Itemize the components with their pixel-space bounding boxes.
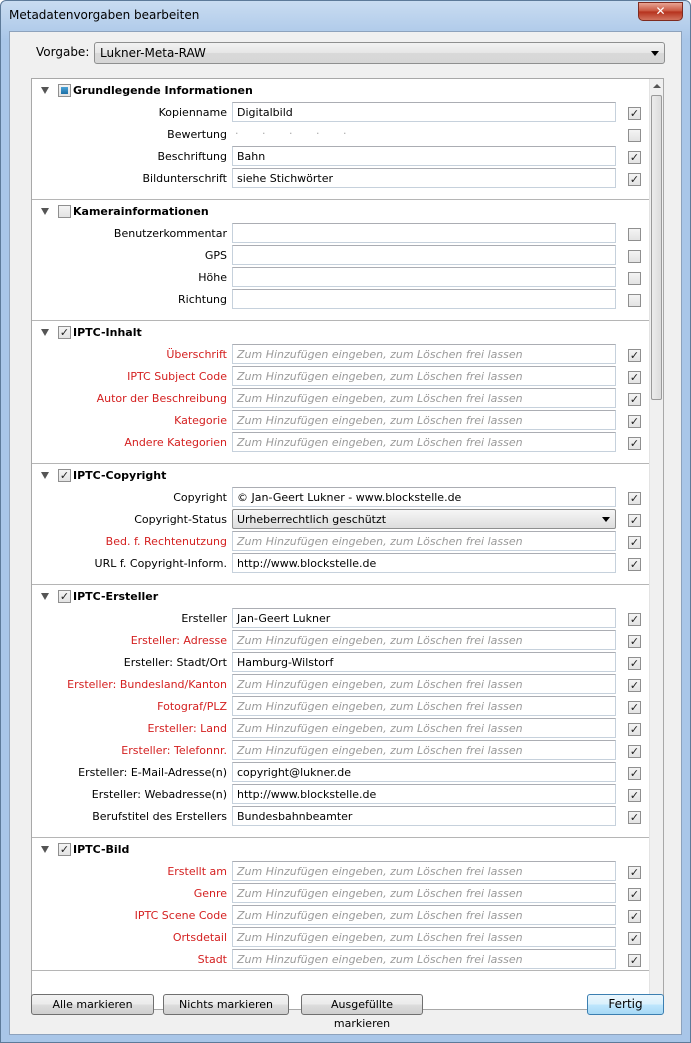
section-camera-info [32, 200, 649, 321]
field-row [32, 629, 649, 651]
field-checkbox[interactable] [628, 129, 641, 142]
field-row [32, 288, 649, 310]
field-label: Überschrift [166, 348, 227, 361]
field-row [32, 101, 649, 123]
field-label: Copyright-Status [134, 513, 227, 526]
field-checkbox[interactable]: ✓ [629, 349, 640, 362]
field-label: IPTC Subject Code [127, 370, 227, 383]
chevron-down-icon [602, 517, 610, 522]
field-checkbox[interactable]: ✓ [629, 657, 640, 670]
copyright-status-select[interactable] [232, 509, 616, 529]
field-row [32, 431, 649, 453]
field-input[interactable]: siehe Stichwörter [232, 168, 616, 188]
field-checkbox[interactable]: ✓ [629, 701, 640, 714]
field-checkbox[interactable]: ✓ [629, 811, 640, 824]
field-checkbox[interactable]: ✓ [629, 866, 640, 879]
section-iptc-copyright [32, 464, 649, 585]
field-checkbox[interactable]: ✓ [629, 767, 640, 780]
field-checkbox[interactable]: ✓ [629, 173, 640, 186]
field-input[interactable]: Zum Hinzufügen eingeben, zum Löschen frei lassen [232, 531, 616, 551]
preset-label: Vorgabe: [36, 45, 90, 59]
field-checkbox[interactable]: ✓ [629, 635, 640, 648]
field-label: Kategorie [174, 414, 227, 427]
scroll-up-icon[interactable] [653, 84, 661, 88]
field-row [32, 123, 649, 145]
close-button[interactable] [638, 2, 683, 21]
section-iptc-image [32, 838, 649, 971]
field-checkbox[interactable]: ✓ [629, 613, 640, 626]
chevron-down-icon [651, 51, 659, 56]
field-label: Bed. f. Rechtenutzung [105, 535, 227, 548]
section-basic-info [32, 79, 649, 200]
metadata-panel [31, 78, 664, 1010]
section-checkbox[interactable] [58, 205, 71, 218]
field-label: Ersteller: Adresse [130, 634, 227, 647]
field-checkbox[interactable]: ✓ [629, 910, 640, 923]
vertical-scrollbar[interactable] [649, 79, 663, 1009]
field-input[interactable]: Zum Hinzufügen eingeben, zum Löschen frei lassen [232, 366, 616, 386]
field-checkbox[interactable] [628, 228, 641, 241]
field-input[interactable]: Zum Hinzufügen eingeben, zum Löschen frei lassen [232, 718, 616, 738]
field-row [32, 926, 649, 948]
field-input[interactable]: Zum Hinzufügen eingeben, zum Löschen frei lassen [232, 949, 616, 969]
collapse-triangle-icon[interactable] [41, 329, 49, 336]
field-label: Autor der Beschreibung [96, 392, 227, 405]
section-checkbox[interactable] [58, 84, 71, 97]
field-label: Ersteller: Telefonnr. [121, 744, 227, 757]
field-label: Bewertung [167, 128, 227, 141]
field-label: Ersteller: Webadresse(n) [91, 788, 227, 801]
field-row [32, 805, 649, 827]
preset-value: Lukner-Meta-RAW [100, 46, 206, 60]
field-row [32, 244, 649, 266]
window-title: Metadatenvorgaben bearbeiten [9, 8, 200, 22]
field-input[interactable]: Zum Hinzufügen eingeben, zum Löschen frei lassen [232, 344, 616, 364]
field-checkbox[interactable] [628, 294, 641, 307]
field-checkbox[interactable]: ✓ [629, 371, 640, 384]
field-row [32, 365, 649, 387]
section-header[interactable] [32, 838, 649, 860]
field-checkbox[interactable] [628, 272, 641, 285]
field-row [32, 486, 649, 508]
field-label: Ersteller: E-Mail-Adresse(n) [78, 766, 227, 779]
field-label: IPTC Scene Code [134, 909, 227, 922]
section-checkbox[interactable]: ✓ [59, 469, 70, 482]
field-row [32, 673, 649, 695]
field-row [32, 695, 649, 717]
field-input[interactable]: Zum Hinzufügen eingeben, zum Löschen frei lassen [232, 630, 616, 650]
dialog-body [9, 31, 682, 1035]
collapse-triangle-icon[interactable] [41, 472, 49, 479]
field-row [32, 607, 649, 629]
field-row [32, 508, 649, 530]
field-input[interactable]: Jan-Geert Lukner [232, 608, 616, 628]
section-header[interactable] [32, 200, 649, 222]
field-input[interactable]: Zum Hinzufügen eingeben, zum Löschen frei lassen [232, 388, 616, 408]
section-header[interactable] [32, 585, 649, 607]
rating-stars[interactable]: · · · · · [235, 127, 357, 140]
field-row [32, 387, 649, 409]
field-row [32, 145, 649, 167]
field-label: Copyright [173, 491, 227, 504]
metadata-scroll-area[interactable] [32, 79, 649, 1009]
field-checkbox[interactable] [628, 250, 641, 263]
field-label: Fotograf/PLZ [157, 700, 227, 713]
scrollbar-thumb[interactable] [651, 95, 662, 400]
field-checkbox[interactable]: ✓ [629, 536, 640, 549]
field-input[interactable]: Zum Hinzufügen eingeben, zum Löschen frei lassen [232, 740, 616, 760]
field-input[interactable]: Zum Hinzufügen eingeben, zum Löschen frei lassen [232, 905, 616, 925]
field-checkbox[interactable]: ✓ [629, 789, 640, 802]
field-label: URL f. Copyright-Inform. [94, 557, 227, 570]
field-row [32, 651, 649, 673]
field-label: Richtung [178, 293, 227, 306]
field-input[interactable]: © Jan-Geert Lukner - www.blockstelle.de [232, 487, 616, 507]
field-input[interactable]: Bundesbahnbeamter [232, 806, 616, 826]
field-input[interactable]: Zum Hinzufügen eingeben, zum Löschen frei lassen [232, 410, 616, 430]
field-checkbox[interactable]: ✓ [629, 954, 640, 967]
field-checkbox[interactable]: ✓ [629, 723, 640, 736]
field-input[interactable]: Digitalbild [232, 102, 616, 122]
mark-none-button[interactable]: Nichts markieren [163, 994, 289, 1015]
section-title: IPTC-Copyright [73, 469, 167, 482]
field-checkbox[interactable]: ✓ [629, 679, 640, 692]
section-checkbox[interactable]: ✓ [59, 326, 70, 339]
collapse-triangle-icon[interactable] [41, 87, 49, 94]
field-label: Beschriftung [157, 150, 227, 163]
preset-select[interactable] [94, 42, 665, 64]
field-label: Benutzerkommentar [113, 227, 227, 240]
field-row [32, 761, 649, 783]
section-iptc-creator [32, 585, 649, 838]
section-title: IPTC-Inhalt [73, 326, 142, 339]
field-checkbox[interactable]: ✓ [629, 437, 640, 450]
mark-all-button[interactable]: Alle markieren [31, 994, 154, 1015]
field-checkbox[interactable]: ✓ [629, 415, 640, 428]
field-row [32, 530, 649, 552]
field-input[interactable] [232, 223, 616, 243]
field-row [32, 266, 649, 288]
field-label: Höhe [198, 271, 227, 284]
field-checkbox[interactable]: ✓ [629, 888, 640, 901]
collapse-triangle-icon[interactable] [41, 846, 49, 853]
field-input[interactable]: Zum Hinzufügen eingeben, zum Löschen frei lassen [232, 861, 616, 881]
field-input[interactable]: Hamburg-Wilstorf [232, 652, 616, 672]
field-input[interactable]: Zum Hinzufügen eingeben, zum Löschen frei lassen [232, 696, 616, 716]
field-checkbox[interactable]: ✓ [629, 107, 640, 120]
field-input[interactable]: http://www.blockstelle.de [232, 784, 616, 804]
field-label: Ersteller: Stadt/Ort [123, 656, 227, 669]
field-row [32, 167, 649, 189]
field-input[interactable] [232, 245, 616, 265]
section-title: IPTC-Bild [73, 843, 130, 856]
field-checkbox[interactable]: ✓ [629, 492, 640, 505]
field-input[interactable]: Zum Hinzufügen eingeben, zum Löschen frei lassen [232, 432, 616, 452]
collapse-triangle-icon[interactable] [41, 208, 49, 215]
section-checkbox[interactable]: ✓ [59, 590, 70, 603]
field-label: Ersteller: Land [147, 722, 227, 735]
field-input[interactable]: Zum Hinzufügen eingeben, zum Löschen frei lassen [232, 927, 616, 947]
field-label: Ortsdetail [172, 931, 227, 944]
select-value: Urheberrechtlich geschützt [237, 513, 387, 526]
field-label: Erstellt am [167, 865, 227, 878]
field-checkbox[interactable]: ✓ [629, 745, 640, 758]
field-checkbox[interactable]: ✓ [629, 151, 640, 164]
field-label: Kopienname [158, 106, 227, 119]
section-title: IPTC-Ersteller [73, 590, 159, 603]
field-label: Genre [193, 887, 227, 900]
field-label: Bildunterschrift [142, 172, 227, 185]
field-input[interactable] [232, 289, 616, 309]
field-input[interactable]: Zum Hinzufügen eingeben, zum Löschen frei lassen [232, 674, 616, 694]
field-label: Ersteller: Bundesland/Kanton [67, 678, 227, 691]
field-label: Ersteller [181, 612, 227, 625]
section-header[interactable] [32, 464, 649, 486]
field-row [32, 948, 649, 970]
close-icon: ✕ [655, 4, 666, 18]
field-label: Berufstitel des Erstellers [92, 810, 227, 823]
field-row [32, 739, 649, 761]
mark-filled-button[interactable]: Ausgefüllte markieren [301, 994, 423, 1015]
section-title: Grundlegende Informationen [73, 84, 253, 97]
field-label: GPS [204, 249, 227, 262]
section-header[interactable] [32, 79, 649, 101]
section-header[interactable] [32, 321, 649, 343]
section-checkbox[interactable]: ✓ [59, 843, 70, 856]
field-row [32, 343, 649, 365]
field-input[interactable]: http://www.blockstelle.de [232, 553, 616, 573]
field-checkbox[interactable]: ✓ [629, 514, 640, 527]
field-checkbox[interactable]: ✓ [629, 558, 640, 571]
field-row [32, 222, 649, 244]
field-row [32, 717, 649, 739]
field-label: Stadt [197, 953, 227, 966]
field-checkbox[interactable]: ✓ [629, 393, 640, 406]
section-title: Kamerainformationen [73, 205, 209, 218]
field-row [32, 882, 649, 904]
done-button[interactable]: Fertig [587, 994, 664, 1015]
field-input[interactable]: Zum Hinzufügen eingeben, zum Löschen frei lassen [232, 883, 616, 903]
field-row [32, 409, 649, 431]
field-row [32, 860, 649, 882]
field-label: Andere Kategorien [124, 436, 227, 449]
field-checkbox[interactable]: ✓ [629, 932, 640, 945]
section-iptc-content [32, 321, 649, 464]
field-row [32, 904, 649, 926]
field-input[interactable]: copyright@lukner.de [232, 762, 616, 782]
field-input[interactable]: Bahn [232, 146, 616, 166]
field-row [32, 552, 649, 574]
field-row [32, 783, 649, 805]
title-bar[interactable] [1, 1, 690, 29]
collapse-triangle-icon[interactable] [41, 593, 49, 600]
field-input[interactable] [232, 267, 616, 287]
